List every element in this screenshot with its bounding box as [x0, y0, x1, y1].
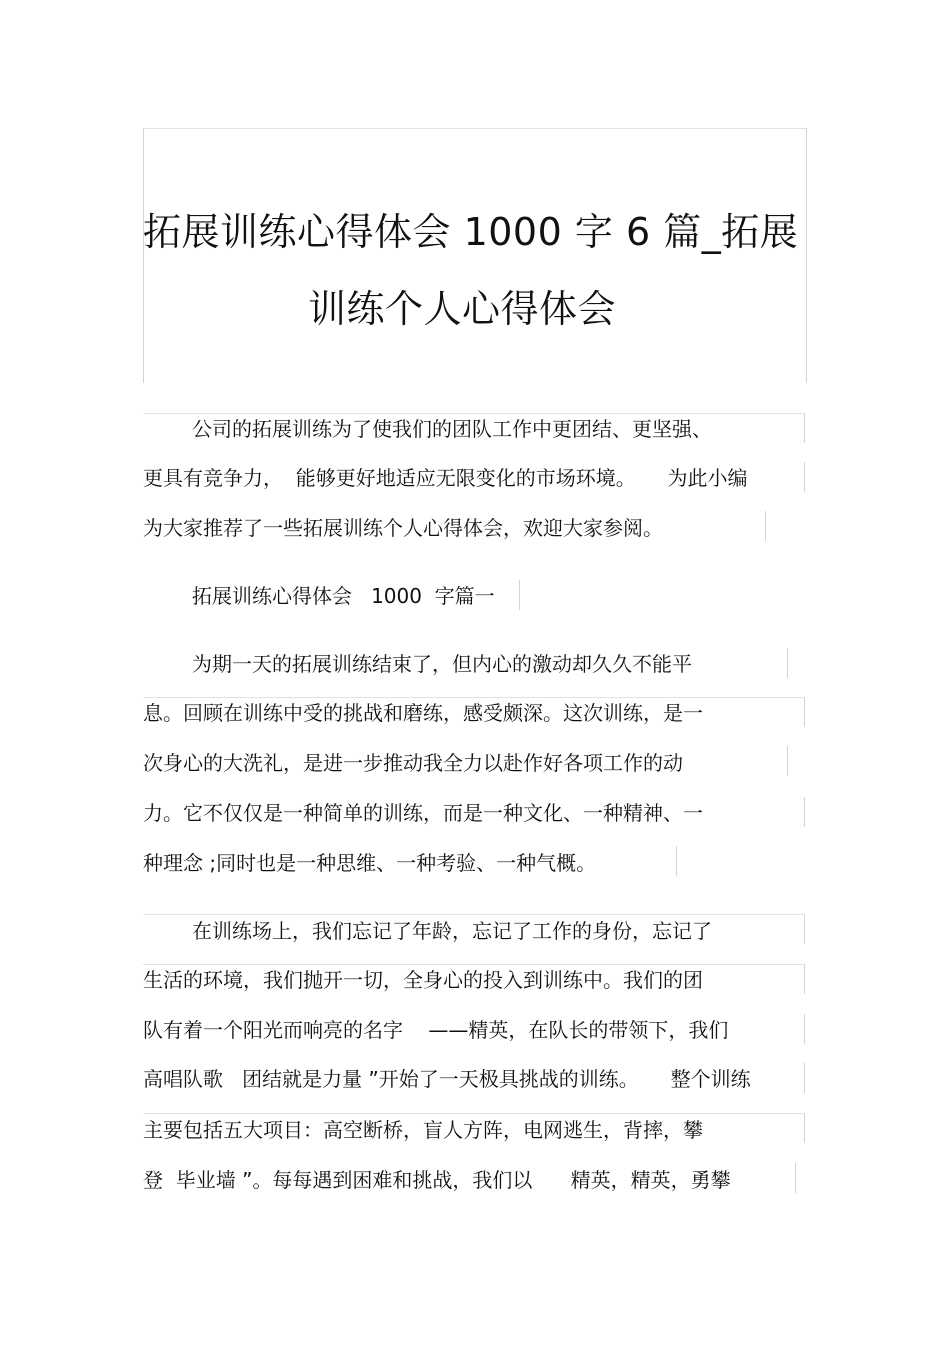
rule [804, 964, 805, 994]
paragraph-line: 在训练场上，我们忘记了年龄，忘记了工作的身份，忘记了 [192, 919, 712, 943]
paragraph-line: 高唱队歌 团结就是力量 ”开始了一天极具挑战的训练。 整个训练 [143, 1067, 751, 1091]
rule [804, 1113, 805, 1143]
rule [804, 797, 805, 827]
rule [787, 746, 788, 776]
rule [804, 413, 805, 443]
rule [676, 846, 677, 876]
paragraph-line: 力。它不仅仅是一种简单的训练，而是一种文化、一种精神、一 [143, 801, 703, 825]
rule [143, 697, 805, 698]
paragraph-line: 息。回顾在训练中受的挑战和磨练，感受颇深。这次训练，是一 [143, 701, 703, 725]
paragraph-line: 次身心的大洗礼，是进一步推动我全力以赴作好各项工作的动 [143, 751, 683, 775]
intro-line: 公司的拓展训练为了使我们的团队工作中更团结、更坚强、 [192, 417, 712, 441]
rule [143, 964, 805, 965]
title-box-top-border [143, 128, 807, 129]
rule [765, 511, 766, 541]
paragraph-line: 队有着一个阳光而响亮的名字 ——精英，在队长的带领下，我们 [143, 1018, 729, 1042]
rule [795, 1163, 796, 1193]
document-title-line-1: 拓展训练心得体会 1000 字 6 篇_拓展 [143, 210, 799, 254]
paragraph-line: 生活的环境，我们抛开一切，全身心的投入到训练中。我们的团 [143, 968, 703, 992]
rule [143, 413, 805, 414]
section-heading: 拓展训练心得体会 1000 字篇一 [192, 584, 495, 608]
rule [519, 580, 520, 610]
rule [787, 648, 788, 678]
paragraph-line: 为期一天的拓展训练结束了，但内心的激动却久久不能平 [192, 652, 692, 676]
rule [143, 914, 805, 915]
intro-line: 更具有竞争力， 能够更好地适应无限变化的市场环境。 为此小编 [143, 466, 748, 490]
title-box-right-border [806, 128, 807, 383]
paragraph-line: 登 毕业墙 ”。每每遇到困难和挑战，我们以 精英，精英，勇攀 [143, 1168, 731, 1192]
rule [804, 1063, 805, 1093]
rule [804, 914, 805, 944]
rule [143, 1113, 805, 1114]
intro-line: 为大家推荐了一些拓展训练个人心得体会，欢迎大家参阅。 [143, 516, 663, 540]
rule [804, 697, 805, 727]
rule [804, 462, 805, 492]
paragraph-line: 种理念 ;同时也是一种思维、一种考验、一种气概。 [143, 851, 597, 875]
document-title-line-2: 训练个人心得体会 [308, 287, 617, 331]
rule [804, 1014, 805, 1044]
paragraph-line: 主要包括五大项目：高空断桥，盲人方阵，电网逃生，背摔，攀 [143, 1118, 703, 1142]
